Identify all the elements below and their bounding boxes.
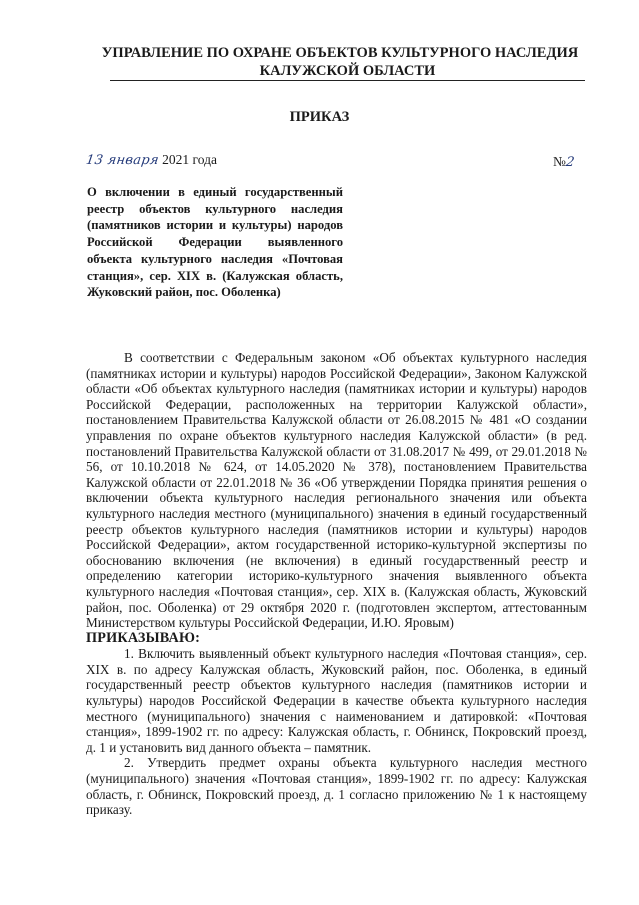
agency-name-line2: КАЛУЖСКОЙ ОБЛАСТИ [110, 62, 585, 81]
agency-name-line1: УПРАВЛЕНИЕ ПО ОХРАНЕ ОБЪЕКТОВ КУЛЬТУРНОГО НАСЛЕДИЯ [101, 45, 579, 61]
order-item-2: 2. Утвердить предмет охраны объекта культурного наследия местного (муниципального) значения «Почтовая станция», 1899-1902 гг. по адресу: Калужская область, г. Обнинск, Покровский проезд, д. 1 согласно приложению № 1 к настоящему приказу. [86, 755, 587, 818]
orders-heading [86, 631, 587, 647]
handwritten-number: 2 [564, 155, 576, 170]
number-sign: № [553, 154, 566, 169]
document-type-title: ПРИКАЗ [289, 109, 350, 125]
document-body [86, 350, 587, 818]
document-number [553, 154, 574, 170]
order-item-1: 1. Включить выявленный объект культурного наследия «Почтовая станция», сер. XIX в. по адресу Калужская область, Жуковский район, пос. Оболенка, в единый государственный реестр объектов культурного наследия (памятников истории и культуры) народов Российской Федерации в качестве объекта культурного наследия местного (муниципального) значения с наименованием и датировкой: «Почтовая станция», 1899-1902 гг. по адресу: Калужская область, г. Обнинск, Покровский проезд, д. 1 и установить вид данного объекта – памятник. [86, 646, 587, 755]
document-subject: О включении в единый государственный реестр объектов культурного наследия (памятников истории и культуры) народов Российской Федерации выявленного объекта культурного наследия «Почтовая станция», сер. XIX в. (Калужская область, Жуковский район, пос. Оболенка) [87, 185, 343, 300]
document-date [86, 152, 217, 168]
date-year: 2021 года [162, 152, 217, 167]
orders-word: ПРИКАЗЫВАЮ: [86, 629, 201, 646]
preamble-paragraph: В соответствии с Федеральным законом «Об объектах культурного наследия (памятниках истории и культуры) народов Российской Федерации», Законом Калужской области «Об объектах культурного наследия (памятниках истории и культуры) народов Российской Федерации, расположенных на территории Калужской области», постановлением Правительства Калужской области от 26.08.2015 № 481 «О создании управления по охране объектов культурного наследия Калужской области» (в ред. постановлений Правительства Калужской области от 31.08.2017 № 499, от 29.01.2018 № 56, от 10.10.2018 № 624, от 14.05.2020 № 378), постановлением Правительства Калужской области от 22.01.2018 № 36 «Об утверждении Порядка принятия решения о включении объекта культурного наследия регионального значения или объекта культурного наследия местного (муниципального) значения в единый государственный реестр объектов культурного наследия (памятников истории и культуры) народов Российской Федерации», актом государственной историко-культурной экспертизы по обоснованию включения (не включения) в единый государственный реестр и определению категории историко-культурного значения выявленного объекта культурного наследия «Почтовая станция», сер. XIX в. (Калужская область, Жуковский район, пос. Оболенка) от 29 октября 2020 г. (подготовлен экспертом, аттестованным Министерством культуры Российской Федерации, И.Ю. Яровым) [86, 350, 587, 631]
handwritten-date: 13 января [84, 153, 160, 168]
agency-name [100, 44, 580, 81]
